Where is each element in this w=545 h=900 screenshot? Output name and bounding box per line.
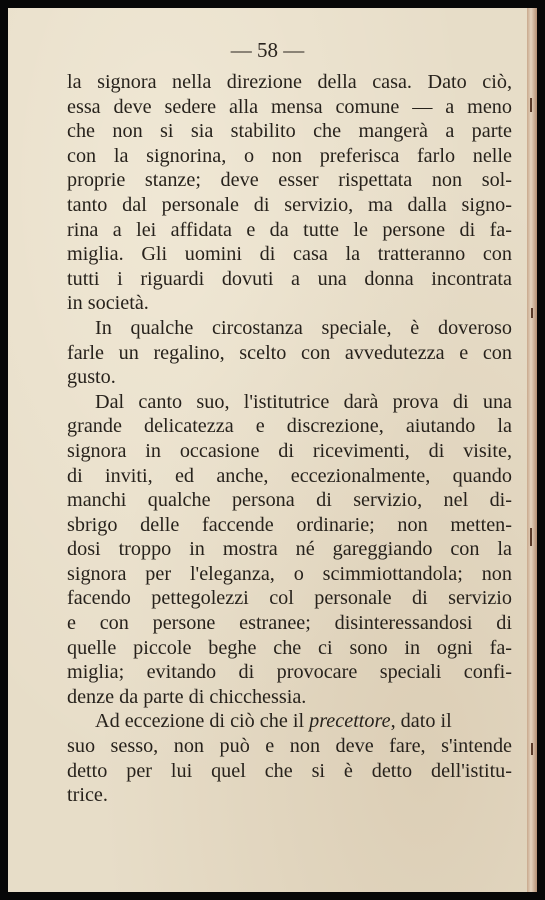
- text-line: sbrigo delle faccende ordinarie; non metten-: [67, 513, 512, 536]
- text-line: farle un regalino, scelto con avvedutezza e con: [67, 341, 512, 364]
- text-line: miglia; evitando di provocare speciali confi-: [67, 661, 512, 684]
- text-line: tanto dal personale di servizio, ma dalla signo-: [67, 193, 512, 216]
- text-line: tutti i riguardi dovuti a una donna incontrata: [67, 267, 512, 290]
- text-line: trice.: [67, 784, 108, 807]
- text-line: quelle piccole beghe che ci sono in ogni fa-: [67, 636, 512, 659]
- edge-mark: [530, 98, 532, 112]
- text-line: rina a lei affidata e da tutte le persone di fa-: [67, 218, 512, 241]
- text-line: la signora nella direzione della casa. Dato ciò,: [67, 71, 512, 93]
- text-span: , dato il: [390, 710, 452, 733]
- body-text: [67, 70, 512, 808]
- text-line: gusto.: [67, 366, 116, 389]
- text-line: di inviti, ed anche, eccezionalmente, quando: [67, 464, 512, 487]
- text-line: Dal canto suo, l'istitutrice darà prova di una: [95, 390, 512, 413]
- text-line: in società.: [67, 292, 149, 315]
- text-line: manchi qualche persona di servizio, nel di-: [67, 489, 512, 512]
- text-line-mixed: [67, 709, 512, 734]
- text-line: denze da parte di chicchessia.: [67, 685, 307, 708]
- text-line: che non si sia stabilito che mangerà a parte: [67, 120, 512, 143]
- edge-mark: [531, 743, 533, 755]
- edge-mark: [530, 528, 532, 546]
- text-line: essa deve sedere alla mensa comune — a meno: [67, 95, 512, 118]
- text-line: signora per l'eleganza, o scimmiottandola; non: [67, 562, 512, 585]
- page-edge: [527, 8, 537, 892]
- text-line: e con persone estranee; disinteressandosi di: [67, 612, 512, 635]
- text-line: signora in occasione di ricevimenti, di visite,: [67, 439, 512, 462]
- page-number: — 58 —: [230, 38, 305, 62]
- text-line: In qualche circostanza speciale, è doveroso: [95, 316, 512, 339]
- text-line: grande delicatezza e discrezione, aiutando la: [67, 415, 512, 438]
- edge-mark: [531, 308, 533, 318]
- italic-word: precettore: [309, 710, 391, 733]
- text-span: Ad eccezione di ciò che il: [95, 710, 305, 733]
- text-line: facendo pettegolezzi col personale di servizio: [67, 587, 512, 610]
- text-line: proprie stanze; deve esser rispettata non sol-: [67, 169, 512, 192]
- book-page: [8, 8, 527, 892]
- text-line: dosi troppo in mostra né gareggiando con la: [67, 538, 512, 561]
- text-line: miglia. Gli uomini di casa la tratteranno con: [67, 243, 512, 266]
- text-line: con la signorina, o non preferisca farlo nelle: [67, 144, 512, 167]
- text-line: suo sesso, non può e non deve fare, s'intende: [67, 735, 512, 758]
- text-line: detto per lui quel che si è detto dell'istitu-: [67, 759, 512, 782]
